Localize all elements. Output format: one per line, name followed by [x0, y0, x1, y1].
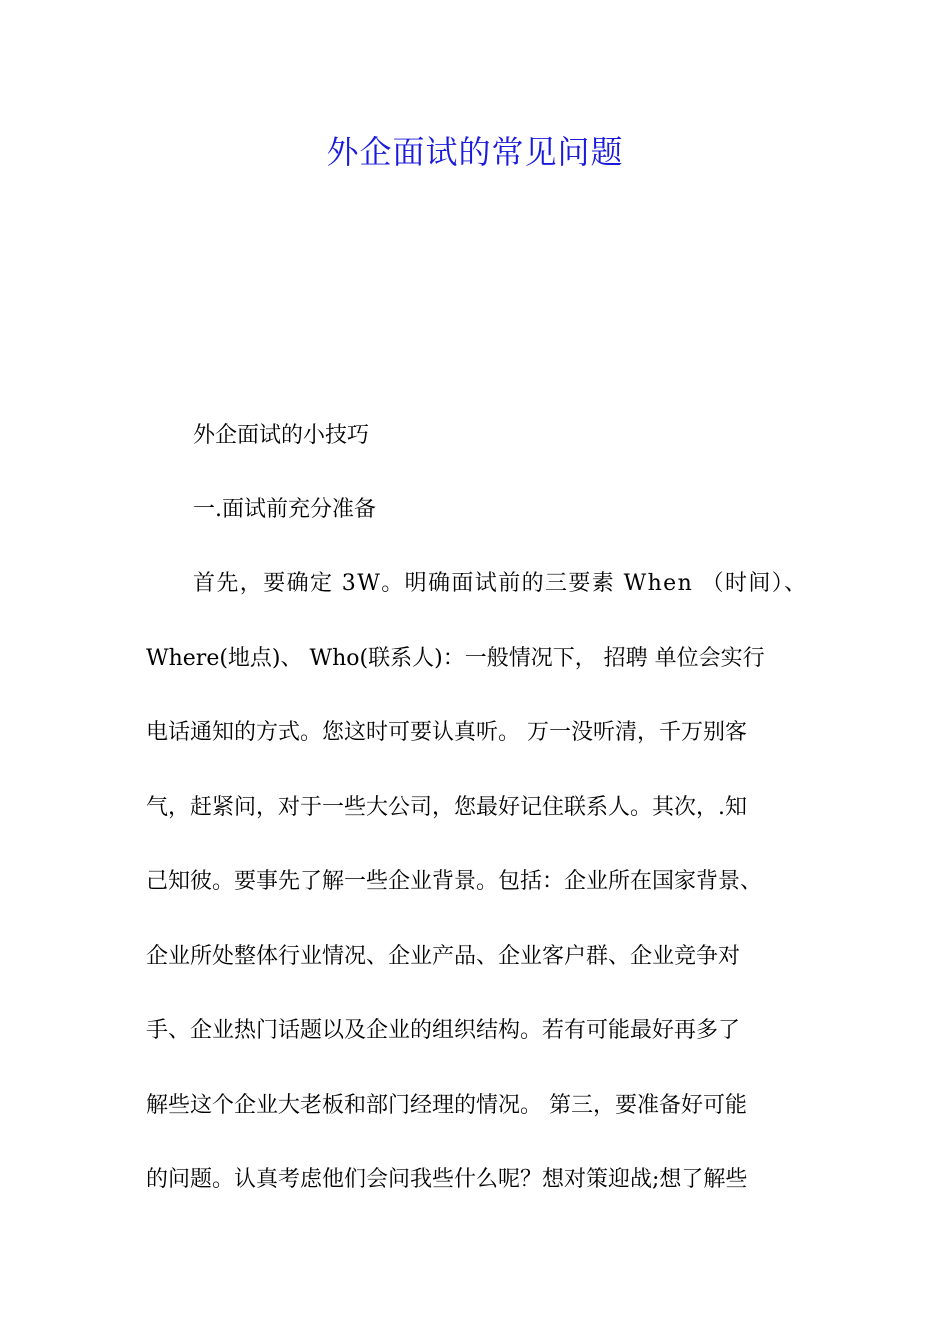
section-heading: 外企面试的小技巧 [193, 423, 370, 448]
paragraph-line: 首先，要确定 3W。明确面试前的三要素 When （时间）、 [193, 571, 808, 596]
document-title: 外企面试的常见问题 [326, 133, 624, 171]
paragraph-line: 气，赶紧问，对于一些大公司，您最好记住联系人。其次，.知 [146, 795, 747, 820]
paragraph-line: 手、企业热门话题以及企业的组织结构。若有可能最好再多了 [146, 1018, 741, 1043]
paragraph-line: 电话通知的方式。您这时可要认真听。 万一没听清，千万别客 [146, 720, 747, 745]
paragraph-line: 解些这个企业大老板和部门经理的情况。 第三，要准备好可能 [146, 1093, 747, 1118]
subsection-heading: 一.面试前充分准备 [193, 497, 376, 522]
paragraph-line: Where(地点)、 Who(联系人)：一般情况下， 招聘 单位会实行 [146, 646, 765, 671]
paragraph-line: 企业所处整体行业情况、企业产品、企业客户群、企业竞争对 [146, 944, 741, 969]
paragraph-line: 的问题。认真考虑他们会问我些什么呢？想对策迎战;想了解些 [146, 1167, 748, 1192]
paragraph-line: 己知彼。要事先了解一些企业背景。包括：企业所在国家背景、 [146, 869, 763, 894]
